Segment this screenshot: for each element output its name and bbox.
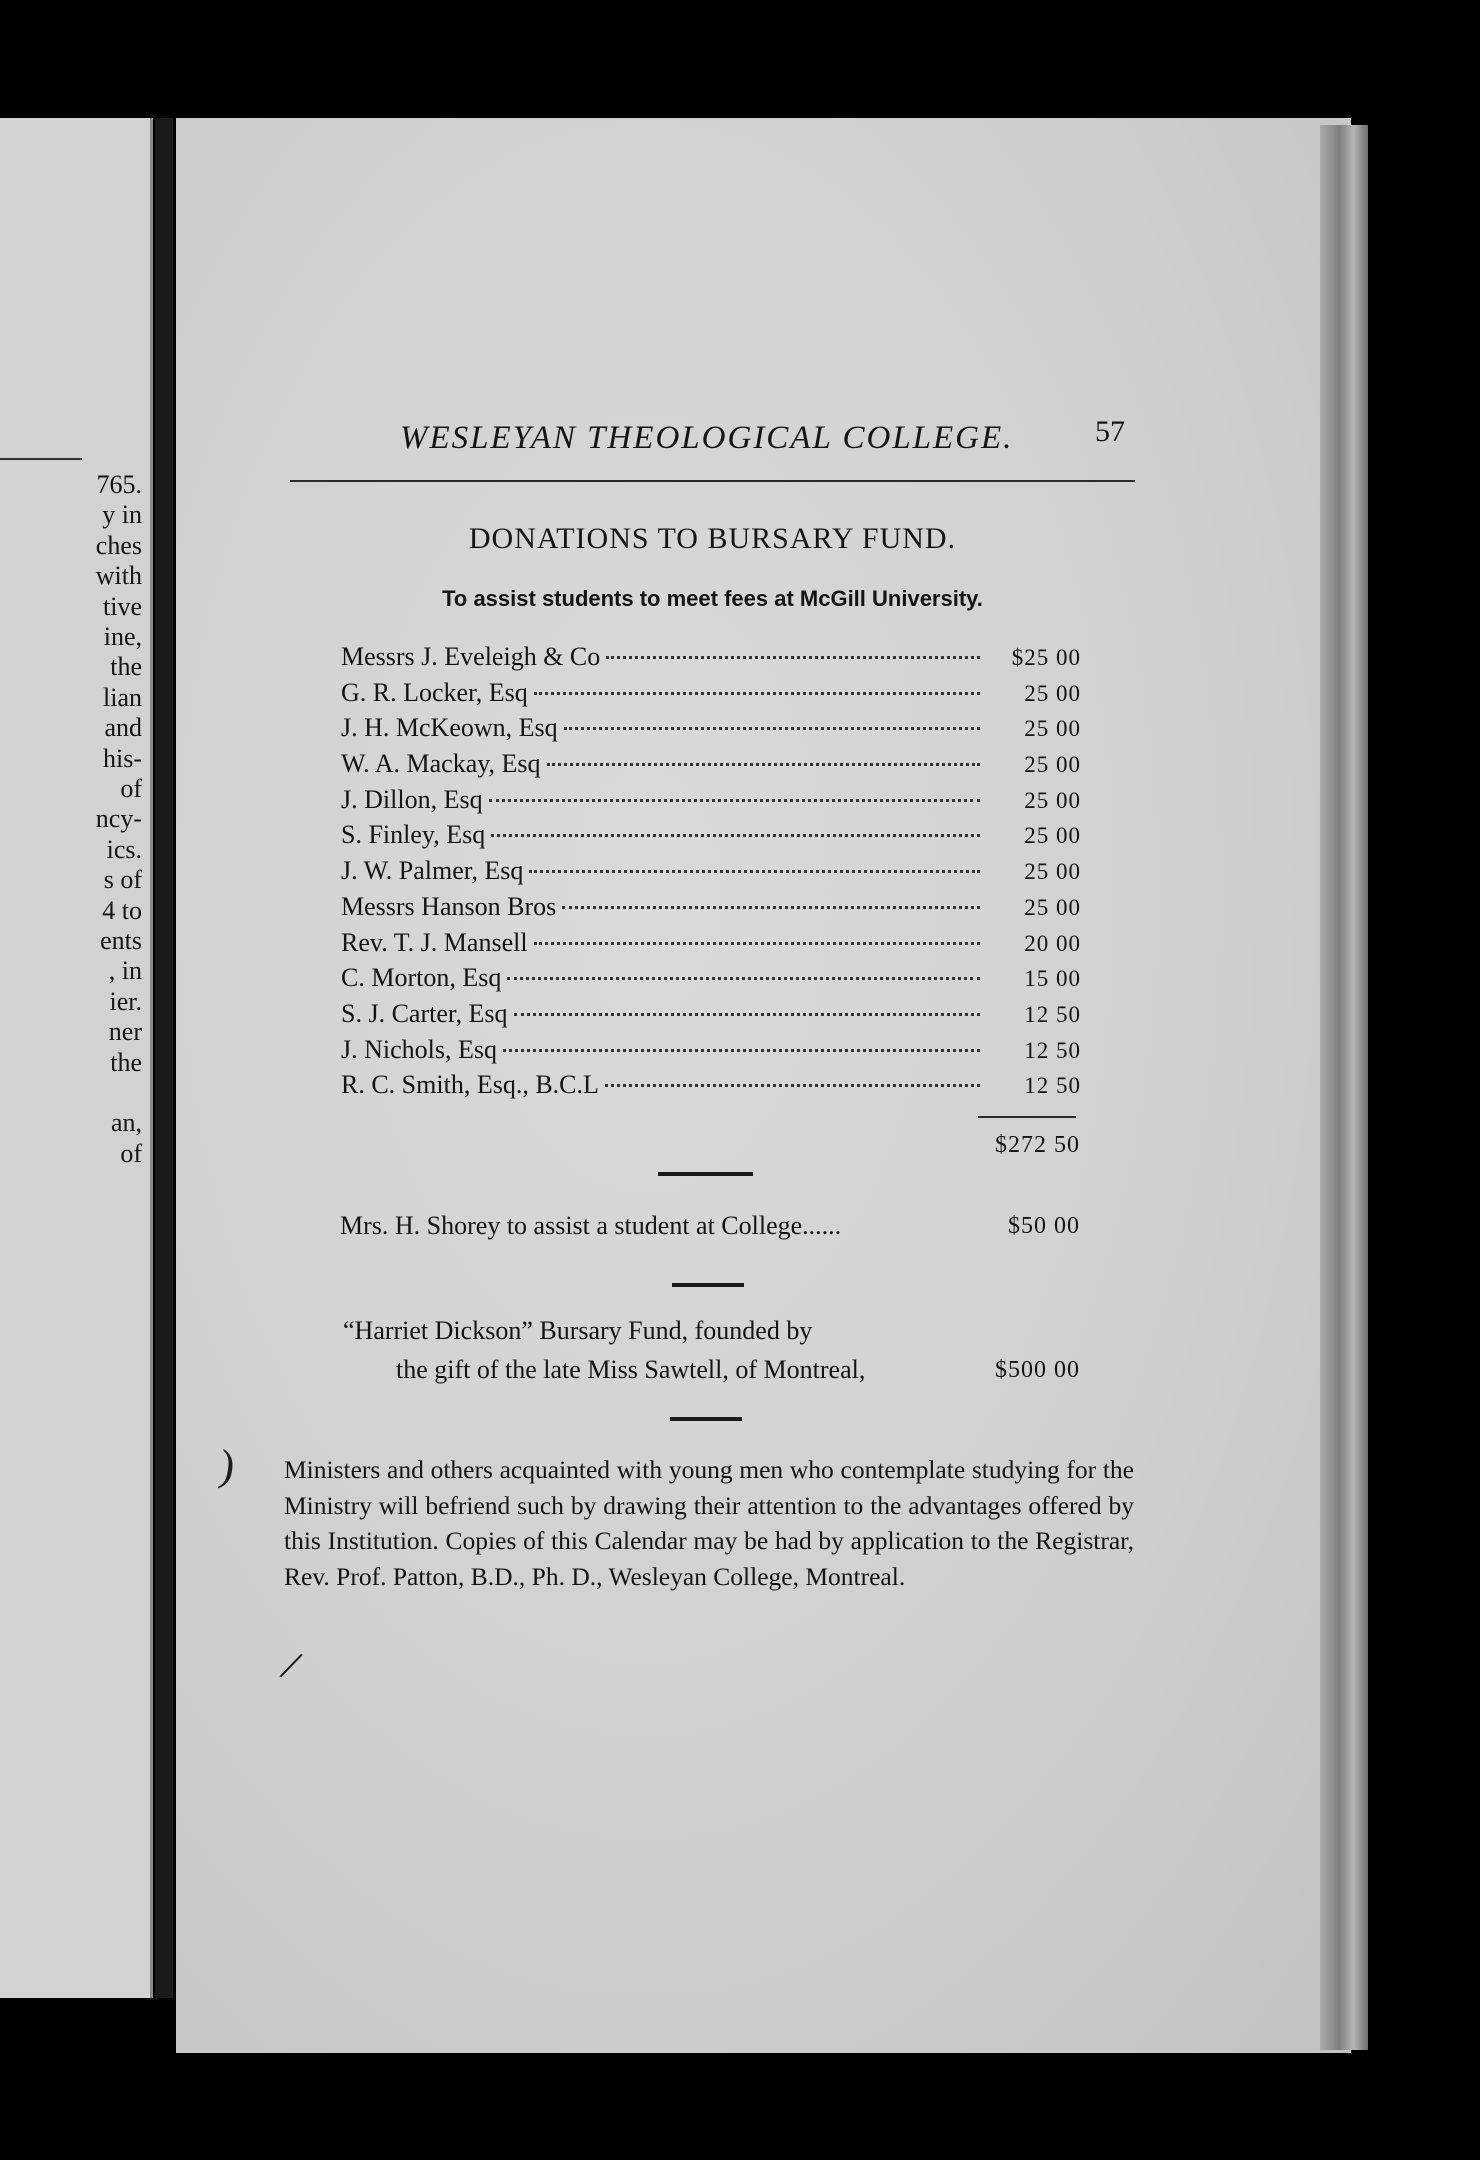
facing-page	[0, 118, 153, 1998]
donation-row	[341, 710, 1081, 746]
dot-leader	[562, 906, 980, 909]
donor-name: J. W. Palmer, Esq	[341, 856, 524, 886]
facing-page-fragment: of	[120, 774, 142, 803]
facing-page-fragment: ner	[108, 1017, 142, 1047]
separator-rule	[670, 1417, 742, 1421]
dot-leader	[534, 692, 980, 695]
shorey-donation-text: Mrs. H. Shorey to assist a student at College......	[340, 1211, 842, 1240]
dot-leader	[606, 656, 980, 659]
page-edges	[1320, 125, 1368, 2050]
page-number: 57	[1095, 415, 1125, 448]
donation-amount: 12 50	[1024, 1001, 1081, 1027]
donation-amount: 20 00	[1024, 930, 1081, 956]
dickson-fund-line-1: “Harriet Dickson” Bursary Fund, founded by	[343, 1316, 813, 1345]
donation-amount: 15 00	[1024, 966, 1081, 992]
facing-page-fragment: 765.	[96, 470, 142, 499]
margin-pencil-mark: )	[216, 1440, 238, 1491]
dot-leader	[547, 763, 980, 766]
facing-page-fragment: with	[95, 561, 142, 591]
facing-page-fragment: tive	[103, 591, 142, 621]
donation-row	[341, 639, 1081, 675]
facing-page-fragment: and	[104, 713, 142, 743]
facing-page-fragment: the	[110, 652, 142, 682]
facing-page-rule	[0, 458, 82, 460]
closing-paragraph: Ministers and others acquainted with young men who contemplate studying for the Ministry will befriend such by drawing their attention to the advantages offered by this Institution. Copies of this Calendar may be had by application to the Registrar, Rev. Prof. Patton, B.D., Ph. D., Wesleyan College, Montreal.	[284, 1455, 1134, 1591]
dot-leader	[507, 977, 980, 980]
dot-leader	[514, 1013, 981, 1016]
donation-row	[341, 746, 1081, 782]
donor-name: J. H. McKeown, Esq	[341, 713, 558, 743]
donation-row	[341, 1067, 1081, 1103]
dot-leader	[503, 1049, 980, 1052]
dickson-fund-amount: $500 00	[995, 1357, 1080, 1383]
donation-amount: 12 50	[1024, 1037, 1081, 1063]
facing-page-fragment: ics.	[106, 834, 142, 864]
donation-amount: 25 00	[1024, 894, 1081, 920]
header-rule	[290, 480, 1135, 482]
donor-name: G. R. Locker, Esq	[341, 677, 528, 707]
facing-page-fragment: ncy-	[95, 804, 142, 834]
facing-page-fragment: y in	[102, 500, 142, 530]
donor-name: Rev. T. J. Mansell	[341, 927, 528, 957]
section-title: DONATIONS TO BURSARY FUND.	[468, 522, 957, 555]
donation-amount: 25 00	[1024, 680, 1081, 706]
donor-name: S. Finley, Esq	[341, 820, 486, 850]
facing-page-fragment: his-	[103, 743, 142, 773]
donation-row	[341, 889, 1081, 925]
dot-leader	[534, 942, 980, 945]
facing-page-fragment: an,	[110, 1108, 142, 1138]
donation-amount: 25 00	[1024, 787, 1081, 813]
dot-leader	[529, 870, 980, 873]
donor-name: W. A. Mackay, Esq	[341, 749, 541, 779]
facing-page-fragment: the	[110, 1047, 142, 1077]
facing-page-fragment: ches	[95, 530, 142, 560]
donor-name: R. C. Smith, Esq., B.C.L	[341, 1070, 599, 1100]
section-subtitle: To assist students to meet fees at McGill University.	[442, 586, 983, 611]
donation-total: $272 50	[995, 1132, 1080, 1158]
dot-leader	[564, 727, 980, 730]
donor-name: J. Dillon, Esq	[341, 784, 483, 814]
shorey-donation-amount: $50 00	[1008, 1213, 1080, 1239]
donation-row	[341, 782, 1081, 818]
donation-row	[341, 1032, 1081, 1068]
donation-row	[341, 960, 1081, 996]
dot-leader	[489, 799, 980, 802]
donation-list	[341, 639, 1081, 1103]
facing-page-fragment: lian	[103, 682, 142, 712]
dot-leader	[605, 1084, 980, 1087]
facing-page-fragment: ents	[100, 926, 142, 955]
donation-row	[341, 817, 1081, 853]
donation-amount: 25 00	[1024, 716, 1081, 742]
donation-amount: $25 00	[1011, 645, 1081, 670]
donor-name: Messrs Hanson Bros	[341, 891, 557, 921]
dot-leader	[491, 834, 980, 837]
separator-rule	[672, 1283, 744, 1287]
sum-rule	[978, 1116, 1076, 1118]
donation-amount: 25 00	[1024, 823, 1081, 849]
margin-pencil-mark: /	[275, 1640, 308, 1691]
donation-amount: 25 00	[1024, 859, 1081, 885]
running-head: WESLEYAN THEOLOGICAL COLLEGE.	[400, 420, 1014, 456]
page-header	[210, 300, 1145, 456]
facing-page-fragment: 4 to	[102, 895, 142, 925]
facing-page-fragment: ine,	[103, 622, 142, 651]
donation-row	[341, 996, 1081, 1032]
donation-row	[341, 853, 1081, 889]
donation-row	[341, 675, 1081, 711]
donation-amount: 12 50	[1024, 1073, 1081, 1099]
donor-name: S. J. Carter, Esq	[341, 998, 508, 1028]
donor-name: Messrs J. Eveleigh & Co	[341, 642, 601, 671]
facing-page-fragment: ier.	[109, 986, 142, 1016]
donation-amount: 25 00	[1024, 752, 1081, 778]
facing-page-fragment: of	[120, 1138, 142, 1168]
dickson-fund-line-2: the gift of the late Miss Sawtell, of Montreal,	[396, 1355, 866, 1384]
facing-page-fragment: , in	[108, 956, 142, 986]
donor-name: C. Morton, Esq	[341, 963, 502, 993]
facing-page-fragment: s of	[103, 865, 142, 895]
separator-rule	[658, 1172, 753, 1176]
donation-row	[341, 925, 1081, 961]
donor-name: J. Nichols, Esq	[341, 1034, 497, 1064]
book-gutter	[155, 118, 173, 1998]
